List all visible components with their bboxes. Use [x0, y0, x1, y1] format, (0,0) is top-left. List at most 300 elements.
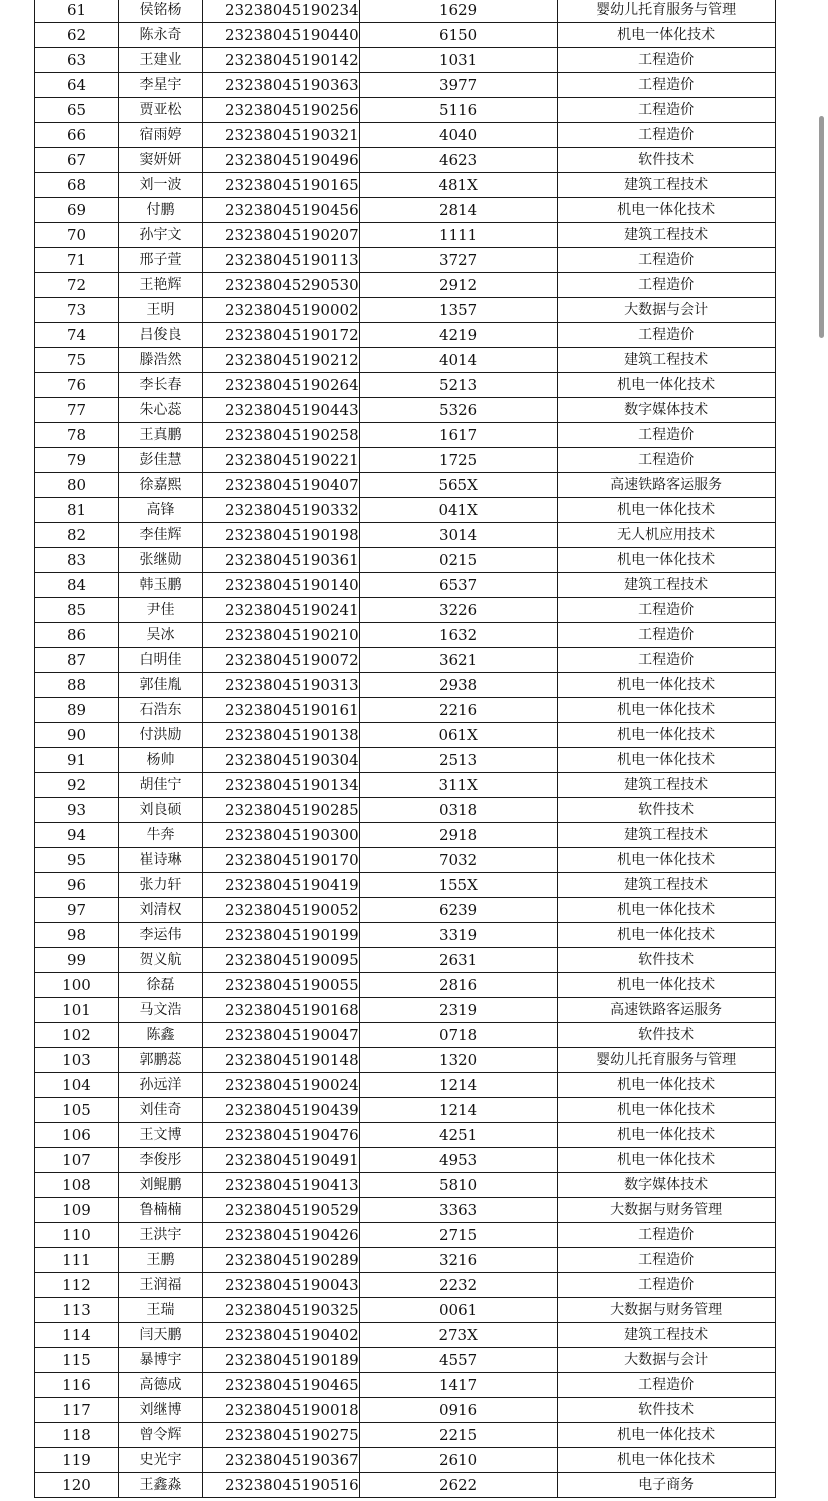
code-cell: 1632: [359, 623, 557, 648]
student-name-cell: 白明佳: [119, 648, 203, 673]
student-name-cell: 王艳辉: [119, 273, 203, 298]
student-id-cell: 23238045190172: [203, 323, 360, 348]
row-number-cell: 99: [35, 948, 119, 973]
student-name-cell: 史光宇: [119, 1448, 203, 1473]
student-id-cell: 23238045190332: [203, 498, 360, 523]
table-row: [35, 398, 776, 423]
student-name-cell: 刘继博: [119, 1398, 203, 1423]
major-cell: 大数据与会计: [557, 1348, 775, 1373]
vertical-scrollbar[interactable]: [819, 116, 824, 338]
student-id-cell: 23238045190002: [203, 298, 360, 323]
code-cell: 2631: [359, 948, 557, 973]
table-row: [35, 348, 776, 373]
table-row: [35, 873, 776, 898]
student-name-cell: 张力轩: [119, 873, 203, 898]
code-cell: 0061: [359, 1298, 557, 1323]
row-number-cell: 78: [35, 423, 119, 448]
student-id-cell: 23238045190113: [203, 248, 360, 273]
code-cell: 3727: [359, 248, 557, 273]
table-row: [35, 923, 776, 948]
code-cell: 1629: [359, 0, 557, 23]
row-number-cell: 74: [35, 323, 119, 348]
row-number-cell: 106: [35, 1123, 119, 1148]
code-cell: 3621: [359, 648, 557, 673]
row-number-cell: 101: [35, 998, 119, 1023]
row-number-cell: 70: [35, 223, 119, 248]
row-number-cell: 103: [35, 1048, 119, 1073]
code-cell: 481X: [359, 173, 557, 198]
student-name-cell: 贺义航: [119, 948, 203, 973]
student-id-cell: 23238045190313: [203, 673, 360, 698]
student-name-cell: 陈永奇: [119, 23, 203, 48]
student-id-cell: 23238045190491: [203, 1148, 360, 1173]
major-cell: 机电一体化技术: [557, 1098, 775, 1123]
row-number-cell: 76: [35, 373, 119, 398]
student-name-cell: 王洪宇: [119, 1223, 203, 1248]
row-number-cell: 85: [35, 598, 119, 623]
row-number-cell: 115: [35, 1348, 119, 1373]
code-cell: 5116: [359, 98, 557, 123]
student-name-cell: 崔诗琳: [119, 848, 203, 873]
major-cell: 大数据与会计: [557, 298, 775, 323]
row-number-cell: 68: [35, 173, 119, 198]
row-number-cell: 87: [35, 648, 119, 673]
major-cell: 工程造价: [557, 1223, 775, 1248]
student-id-cell: 23238045190275: [203, 1423, 360, 1448]
student-name-cell: 王鹏: [119, 1248, 203, 1273]
student-name-cell: 刘清权: [119, 898, 203, 923]
student-id-cell: 23238045190289: [203, 1248, 360, 1273]
major-cell: 婴幼儿托育服务与管理: [557, 0, 775, 23]
student-id-cell: 23238045190161: [203, 698, 360, 723]
student-name-cell: 闫天鹏: [119, 1323, 203, 1348]
student-id-cell: 23238045190363: [203, 73, 360, 98]
student-name-cell: 吴冰: [119, 623, 203, 648]
major-cell: 机电一体化技术: [557, 673, 775, 698]
student-id-cell: 23238045190148: [203, 1048, 360, 1073]
code-cell: 1214: [359, 1098, 557, 1123]
student-name-cell: 王文博: [119, 1123, 203, 1148]
student-id-cell: 23238045190047: [203, 1023, 360, 1048]
row-number-cell: 94: [35, 823, 119, 848]
row-number-cell: 81: [35, 498, 119, 523]
major-cell: 机电一体化技术: [557, 548, 775, 573]
code-cell: 4557: [359, 1348, 557, 1373]
code-cell: 1320: [359, 1048, 557, 1073]
code-cell: 4953: [359, 1148, 557, 1173]
student-id-cell: 23238045190361: [203, 548, 360, 573]
row-number-cell: 65: [35, 98, 119, 123]
row-number-cell: 110: [35, 1223, 119, 1248]
major-cell: 工程造价: [557, 123, 775, 148]
code-cell: 5213: [359, 373, 557, 398]
major-cell: 工程造价: [557, 1273, 775, 1298]
student-id-cell: 23238045290530: [203, 273, 360, 298]
major-cell: 机电一体化技术: [557, 1448, 775, 1473]
student-name-cell: 李佳辉: [119, 523, 203, 548]
student-id-cell: 23238045190413: [203, 1173, 360, 1198]
table-row: [35, 1048, 776, 1073]
student-name-cell: 高锋: [119, 498, 203, 523]
row-number-cell: 105: [35, 1098, 119, 1123]
student-name-cell: 李长春: [119, 373, 203, 398]
major-cell: 机电一体化技术: [557, 923, 775, 948]
row-number-cell: 77: [35, 398, 119, 423]
student-table-body: [35, 0, 776, 1498]
table-row: [35, 848, 776, 873]
student-id-cell: 23238045190198: [203, 523, 360, 548]
student-name-cell: 郭佳胤: [119, 673, 203, 698]
student-id-cell: 23238045190138: [203, 723, 360, 748]
student-name-cell: 刘一波: [119, 173, 203, 198]
major-cell: 机电一体化技术: [557, 698, 775, 723]
table-row: [35, 498, 776, 523]
student-id-cell: 23238045190140: [203, 573, 360, 598]
major-cell: 建筑工程技术: [557, 873, 775, 898]
table-row: [35, 473, 776, 498]
major-cell: 工程造价: [557, 73, 775, 98]
student-id-cell: 23238045190189: [203, 1348, 360, 1373]
student-name-cell: 窦妍妍: [119, 148, 203, 173]
major-cell: 高速铁路客运服务: [557, 998, 775, 1023]
major-cell: 建筑工程技术: [557, 573, 775, 598]
table-row: [35, 723, 776, 748]
row-number-cell: 84: [35, 573, 119, 598]
student-name-cell: 刘佳奇: [119, 1098, 203, 1123]
table-row: [35, 598, 776, 623]
student-id-cell: 23238045190325: [203, 1298, 360, 1323]
student-id-cell: 23238045190207: [203, 223, 360, 248]
table-row: [35, 273, 776, 298]
table-row: [35, 1473, 776, 1498]
student-id-cell: 23238045190321: [203, 123, 360, 148]
student-id-cell: 23238045190465: [203, 1373, 360, 1398]
table-row: [35, 698, 776, 723]
row-number-cell: 114: [35, 1323, 119, 1348]
student-name-cell: 韩玉鹏: [119, 573, 203, 598]
row-number-cell: 98: [35, 923, 119, 948]
table-row: [35, 223, 776, 248]
code-cell: 041X: [359, 498, 557, 523]
table-row: [35, 1248, 776, 1273]
student-name-cell: 尹佳: [119, 598, 203, 623]
major-cell: 大数据与财务管理: [557, 1198, 775, 1223]
row-number-cell: 117: [35, 1398, 119, 1423]
student-name-cell: 李运伟: [119, 923, 203, 948]
code-cell: 2319: [359, 998, 557, 1023]
row-number-cell: 64: [35, 73, 119, 98]
major-cell: 建筑工程技术: [557, 773, 775, 798]
student-id-cell: 23238045190496: [203, 148, 360, 173]
student-table: [34, 0, 776, 1498]
major-cell: 机电一体化技术: [557, 23, 775, 48]
code-cell: 4623: [359, 148, 557, 173]
code-cell: 0318: [359, 798, 557, 823]
student-name-cell: 张继勋: [119, 548, 203, 573]
code-cell: 6239: [359, 898, 557, 923]
row-number-cell: 83: [35, 548, 119, 573]
table-row: [35, 973, 776, 998]
student-name-cell: 徐磊: [119, 973, 203, 998]
code-cell: 1417: [359, 1373, 557, 1398]
code-cell: 1357: [359, 298, 557, 323]
major-cell: 机电一体化技术: [557, 848, 775, 873]
table-row: [35, 1448, 776, 1473]
student-name-cell: 贾亚松: [119, 98, 203, 123]
major-cell: 大数据与财务管理: [557, 1298, 775, 1323]
major-cell: 工程造价: [557, 598, 775, 623]
student-id-cell: 23238045190402: [203, 1323, 360, 1348]
student-name-cell: 王建业: [119, 48, 203, 73]
table-row: [35, 323, 776, 348]
table-row: [35, 1073, 776, 1098]
table-row: [35, 298, 776, 323]
table-row: [35, 823, 776, 848]
code-cell: 2816: [359, 973, 557, 998]
student-name-cell: 宿雨婷: [119, 123, 203, 148]
code-cell: 3977: [359, 73, 557, 98]
student-id-cell: 23238045190241: [203, 598, 360, 623]
row-number-cell: 66: [35, 123, 119, 148]
major-cell: 高速铁路客运服务: [557, 473, 775, 498]
row-number-cell: 90: [35, 723, 119, 748]
major-cell: 工程造价: [557, 1373, 775, 1398]
table-row: [35, 198, 776, 223]
table-row: [35, 48, 776, 73]
student-id-cell: 23238045190426: [203, 1223, 360, 1248]
major-cell: 工程造价: [557, 323, 775, 348]
table-row: [35, 898, 776, 923]
row-number-cell: 79: [35, 448, 119, 473]
major-cell: 工程造价: [557, 623, 775, 648]
student-id-cell: 23238045190258: [203, 423, 360, 448]
table-row: [35, 573, 776, 598]
student-name-cell: 吕俊良: [119, 323, 203, 348]
student-id-cell: 23238045190212: [203, 348, 360, 373]
major-cell: 机电一体化技术: [557, 1123, 775, 1148]
row-number-cell: 100: [35, 973, 119, 998]
row-number-cell: 97: [35, 898, 119, 923]
major-cell: 工程造价: [557, 248, 775, 273]
table-row: [35, 148, 776, 173]
major-cell: 机电一体化技术: [557, 1148, 775, 1173]
code-cell: 061X: [359, 723, 557, 748]
major-cell: 机电一体化技术: [557, 498, 775, 523]
row-number-cell: 119: [35, 1448, 119, 1473]
major-cell: 机电一体化技术: [557, 1423, 775, 1448]
major-cell: 工程造价: [557, 648, 775, 673]
student-name-cell: 刘鲲鹏: [119, 1173, 203, 1198]
row-number-cell: 75: [35, 348, 119, 373]
table-row: [35, 623, 776, 648]
student-id-cell: 23238045190052: [203, 898, 360, 923]
code-cell: 155X: [359, 873, 557, 898]
student-name-cell: 孙远洋: [119, 1073, 203, 1098]
row-number-cell: 120: [35, 1473, 119, 1498]
row-number-cell: 111: [35, 1248, 119, 1273]
code-cell: 4040: [359, 123, 557, 148]
student-id-cell: 23238045190285: [203, 798, 360, 823]
major-cell: 机电一体化技术: [557, 198, 775, 223]
row-number-cell: 72: [35, 273, 119, 298]
row-number-cell: 109: [35, 1198, 119, 1223]
student-name-cell: 暴博宇: [119, 1348, 203, 1373]
table-row: [35, 948, 776, 973]
student-name-cell: 王鑫淼: [119, 1473, 203, 1498]
row-number-cell: 93: [35, 798, 119, 823]
student-id-cell: 23238045190055: [203, 973, 360, 998]
code-cell: 2918: [359, 823, 557, 848]
student-id-cell: 23238045190221: [203, 448, 360, 473]
major-cell: 建筑工程技术: [557, 348, 775, 373]
code-cell: 2938: [359, 673, 557, 698]
row-number-cell: 112: [35, 1273, 119, 1298]
major-cell: 工程造价: [557, 1248, 775, 1273]
student-id-cell: 23238045190134: [203, 773, 360, 798]
code-cell: 4219: [359, 323, 557, 348]
table-row: [35, 173, 776, 198]
code-cell: 4014: [359, 348, 557, 373]
table-row: [35, 648, 776, 673]
major-cell: 婴幼儿托育服务与管理: [557, 1048, 775, 1073]
table-row: [35, 548, 776, 573]
student-name-cell: 曾令辉: [119, 1423, 203, 1448]
major-cell: 软件技术: [557, 948, 775, 973]
code-cell: 7032: [359, 848, 557, 873]
major-cell: 建筑工程技术: [557, 173, 775, 198]
student-name-cell: 杨帅: [119, 748, 203, 773]
major-cell: 软件技术: [557, 1398, 775, 1423]
student-name-cell: 孙宇文: [119, 223, 203, 248]
table-row: [35, 373, 776, 398]
student-name-cell: 胡佳宁: [119, 773, 203, 798]
code-cell: 1725: [359, 448, 557, 473]
student-id-cell: 23238045190367: [203, 1448, 360, 1473]
code-cell: 1214: [359, 1073, 557, 1098]
table-row: [35, 98, 776, 123]
table-row: [35, 673, 776, 698]
student-id-cell: 23238045190024: [203, 1073, 360, 1098]
code-cell: 565X: [359, 473, 557, 498]
row-number-cell: 63: [35, 48, 119, 73]
row-number-cell: 91: [35, 748, 119, 773]
code-cell: 0916: [359, 1398, 557, 1423]
row-number-cell: 95: [35, 848, 119, 873]
student-id-cell: 23238045190529: [203, 1198, 360, 1223]
student-name-cell: 李星宇: [119, 73, 203, 98]
row-number-cell: 61: [35, 0, 119, 23]
code-cell: 3216: [359, 1248, 557, 1273]
row-number-cell: 96: [35, 873, 119, 898]
major-cell: 软件技术: [557, 1023, 775, 1048]
row-number-cell: 116: [35, 1373, 119, 1398]
table-row: [35, 1023, 776, 1048]
code-cell: 2215: [359, 1423, 557, 1448]
code-cell: 2622: [359, 1473, 557, 1498]
major-cell: 机电一体化技术: [557, 373, 775, 398]
row-number-cell: 108: [35, 1173, 119, 1198]
student-name-cell: 王真鹏: [119, 423, 203, 448]
student-id-cell: 23238045190165: [203, 173, 360, 198]
code-cell: 311X: [359, 773, 557, 798]
row-number-cell: 118: [35, 1423, 119, 1448]
table-row: [35, 773, 776, 798]
major-cell: 机电一体化技术: [557, 723, 775, 748]
student-name-cell: 付洪励: [119, 723, 203, 748]
code-cell: 0215: [359, 548, 557, 573]
code-cell: 3014: [359, 523, 557, 548]
student-id-cell: 23238045190304: [203, 748, 360, 773]
table-row: [35, 1123, 776, 1148]
student-name-cell: 王明: [119, 298, 203, 323]
row-number-cell: 92: [35, 773, 119, 798]
student-name-cell: 刘良硕: [119, 798, 203, 823]
student-name-cell: 鲁楠楠: [119, 1198, 203, 1223]
code-cell: 0718: [359, 1023, 557, 1048]
major-cell: 工程造价: [557, 423, 775, 448]
table-row: [35, 1423, 776, 1448]
student-name-cell: 王润福: [119, 1273, 203, 1298]
student-id-cell: 23238045190095: [203, 948, 360, 973]
code-cell: 3226: [359, 598, 557, 623]
code-cell: 1617: [359, 423, 557, 448]
major-cell: 数字媒体技术: [557, 398, 775, 423]
table-row: [35, 1348, 776, 1373]
table-row: [35, 448, 776, 473]
student-id-cell: 23238045190440: [203, 23, 360, 48]
student-id-cell: 23238045190443: [203, 398, 360, 423]
row-number-cell: 113: [35, 1298, 119, 1323]
student-name-cell: 郭鹏蕊: [119, 1048, 203, 1073]
major-cell: 电子商务: [557, 1473, 775, 1498]
table-row: [35, 998, 776, 1023]
code-cell: 6150: [359, 23, 557, 48]
table-row: [35, 1273, 776, 1298]
student-name-cell: 付鹏: [119, 198, 203, 223]
student-name-cell: 滕浩然: [119, 348, 203, 373]
table-row: [35, 1323, 776, 1348]
row-number-cell: 69: [35, 198, 119, 223]
table-row: [35, 1173, 776, 1198]
student-id-cell: 23238045190199: [203, 923, 360, 948]
major-cell: 软件技术: [557, 148, 775, 173]
code-cell: 2513: [359, 748, 557, 773]
major-cell: 工程造价: [557, 98, 775, 123]
row-number-cell: 107: [35, 1148, 119, 1173]
student-id-cell: 23238045190072: [203, 648, 360, 673]
row-number-cell: 89: [35, 698, 119, 723]
code-cell: 273X: [359, 1323, 557, 1348]
student-id-cell: 23238045190456: [203, 198, 360, 223]
table-row: [35, 523, 776, 548]
code-cell: 6537: [359, 573, 557, 598]
row-number-cell: 71: [35, 248, 119, 273]
code-cell: 2715: [359, 1223, 557, 1248]
table-row: [35, 1298, 776, 1323]
major-cell: 机电一体化技术: [557, 898, 775, 923]
row-number-cell: 86: [35, 623, 119, 648]
row-number-cell: 80: [35, 473, 119, 498]
student-id-cell: 23238045190419: [203, 873, 360, 898]
code-cell: 4251: [359, 1123, 557, 1148]
code-cell: 2912: [359, 273, 557, 298]
table-row: [35, 73, 776, 98]
student-id-cell: 23238045190407: [203, 473, 360, 498]
major-cell: 软件技术: [557, 798, 775, 823]
student-name-cell: 彭佳慧: [119, 448, 203, 473]
major-cell: 建筑工程技术: [557, 223, 775, 248]
student-id-cell: 23238045190142: [203, 48, 360, 73]
